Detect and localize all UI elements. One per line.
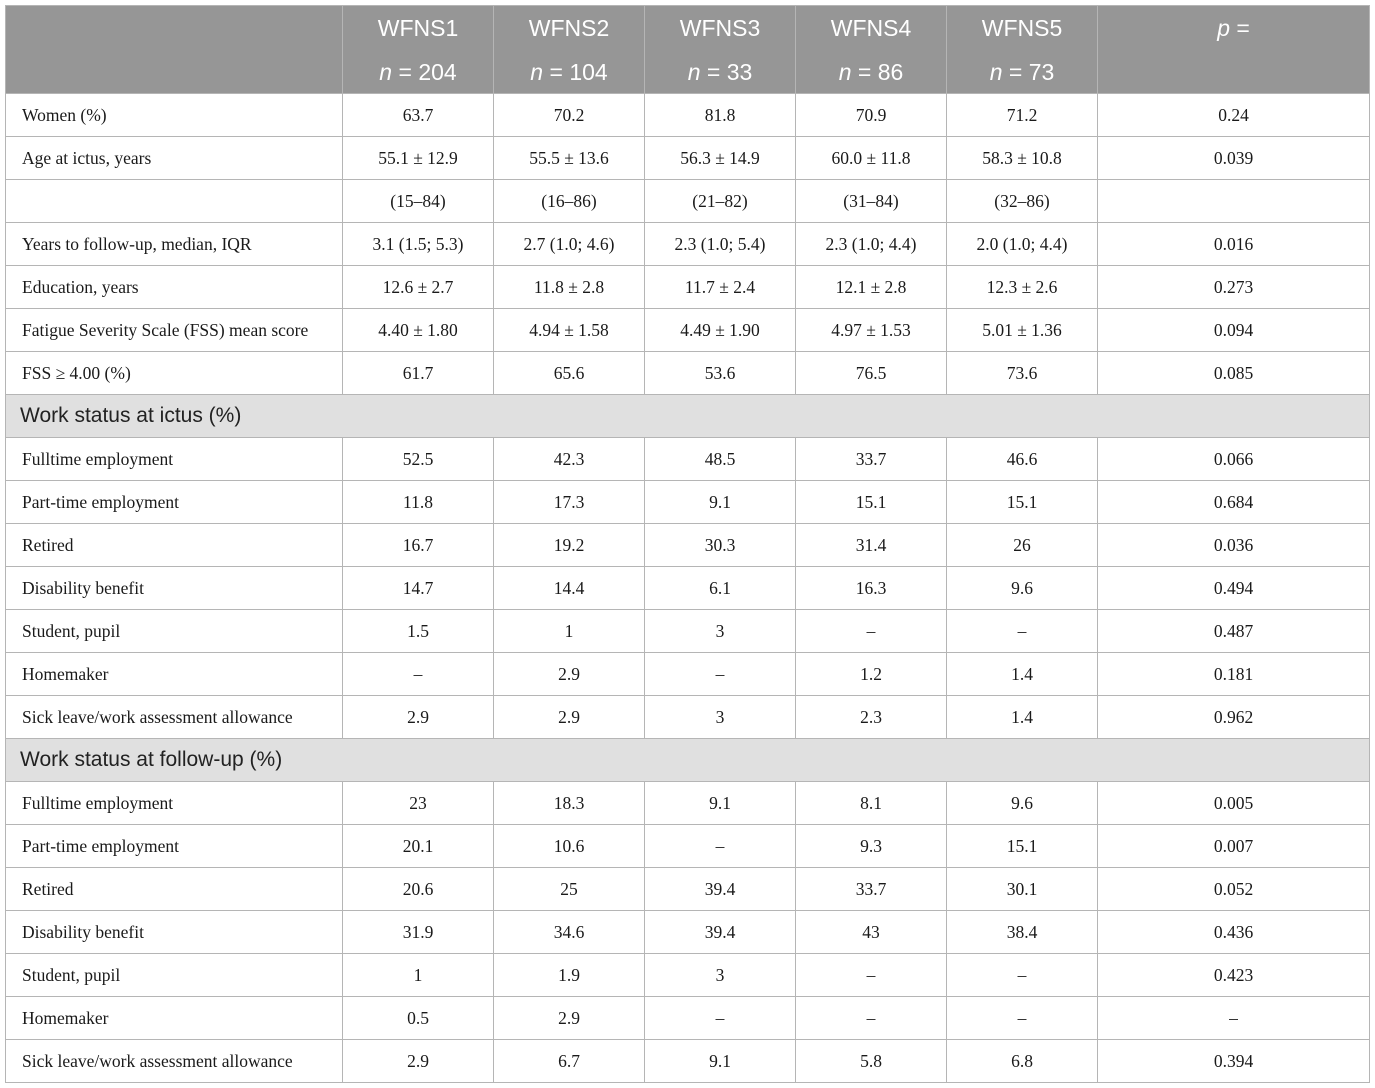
value-cell-wfns1: 20.6 — [343, 868, 494, 911]
p-value-cell — [1098, 180, 1370, 223]
value-cell-wfns4: 9.3 — [796, 825, 947, 868]
header-p-value — [1098, 6, 1370, 52]
table-row — [6, 782, 1370, 825]
header-n-5: n = 73 — [947, 51, 1098, 94]
table-row — [6, 1040, 1370, 1083]
table-row — [6, 266, 1370, 309]
header-group-5: WFNS5 — [947, 6, 1098, 52]
value-cell-wfns4: 8.1 — [796, 782, 947, 825]
value-cell-wfns4: – — [796, 954, 947, 997]
value-cell-wfns5: 12.3 ± 2.6 — [947, 266, 1098, 309]
p-value-cell: 0.273 — [1098, 266, 1370, 309]
value-cell-wfns5: 1.4 — [947, 696, 1098, 739]
p-value-cell: 0.494 — [1098, 567, 1370, 610]
value-cell-wfns2: 2.9 — [494, 696, 645, 739]
value-cell-wfns5: 6.8 — [947, 1040, 1098, 1083]
header-n-3-value: 33 — [726, 58, 753, 85]
p-value-cell: 0.039 — [1098, 137, 1370, 180]
value-cell-wfns3: 30.3 — [645, 524, 796, 567]
row-label: FSS ≥ 4.00 (%) — [6, 352, 343, 395]
row-label: Fulltime employment — [6, 438, 343, 481]
value-cell-wfns1: 14.7 — [343, 567, 494, 610]
table-row — [6, 610, 1370, 653]
table-row — [6, 94, 1370, 137]
table-row — [6, 997, 1370, 1040]
value-cell-wfns1: 1 — [343, 954, 494, 997]
value-cell-wfns5: 9.6 — [947, 567, 1098, 610]
value-cell-wfns3: 2.3 (1.0; 5.4) — [645, 223, 796, 266]
header-group-3: WFNS3 — [645, 6, 796, 52]
row-label: Student, pupil — [6, 610, 343, 653]
header-p-empty — [1098, 51, 1370, 94]
value-cell-wfns5: (32–86) — [947, 180, 1098, 223]
value-cell-wfns5: 38.4 — [947, 911, 1098, 954]
table-row — [6, 868, 1370, 911]
p-value-cell: 0.016 — [1098, 223, 1370, 266]
table-row — [6, 567, 1370, 610]
value-cell-wfns3: 39.4 — [645, 868, 796, 911]
value-cell-wfns5: 73.6 — [947, 352, 1098, 395]
value-cell-wfns2: 17.3 — [494, 481, 645, 524]
value-cell-wfns2: 34.6 — [494, 911, 645, 954]
value-cell-wfns2: 65.6 — [494, 352, 645, 395]
value-cell-wfns1: 61.7 — [343, 352, 494, 395]
value-cell-wfns3: – — [645, 825, 796, 868]
value-cell-wfns3: 9.1 — [645, 481, 796, 524]
row-label: Education, years — [6, 266, 343, 309]
value-cell-wfns2: 14.4 — [494, 567, 645, 610]
data-table — [5, 5, 1370, 1083]
table-row — [6, 911, 1370, 954]
p-value-cell: 0.423 — [1098, 954, 1370, 997]
row-label: Student, pupil — [6, 954, 343, 997]
p-value-cell: 0.085 — [1098, 352, 1370, 395]
value-cell-wfns4: 70.9 — [796, 94, 947, 137]
header-group-2: WFNS2 — [494, 6, 645, 52]
value-cell-wfns4: 33.7 — [796, 438, 947, 481]
row-label: Sick leave/work assessment allowance — [6, 1040, 343, 1083]
row-label: Retired — [6, 868, 343, 911]
row-label: Retired — [6, 524, 343, 567]
value-cell-wfns1: 23 — [343, 782, 494, 825]
value-cell-wfns2: 55.5 ± 13.6 — [494, 137, 645, 180]
value-cell-wfns2: 2.7 (1.0; 4.6) — [494, 223, 645, 266]
header-group-1: WFNS1 — [343, 6, 494, 52]
row-label: Age at ictus, years — [6, 137, 343, 180]
header-stub-lower — [6, 51, 343, 94]
value-cell-wfns1: 20.1 — [343, 825, 494, 868]
value-cell-wfns5: 15.1 — [947, 825, 1098, 868]
value-cell-wfns1: 1.5 — [343, 610, 494, 653]
value-cell-wfns3: 48.5 — [645, 438, 796, 481]
header-p-suffix: = — [1229, 15, 1250, 41]
value-cell-wfns5: 58.3 ± 10.8 — [947, 137, 1098, 180]
value-cell-wfns4: 33.7 — [796, 868, 947, 911]
header-n-2-value: 104 — [569, 58, 608, 85]
value-cell-wfns3: – — [645, 997, 796, 1040]
table-row — [6, 653, 1370, 696]
value-cell-wfns5: 30.1 — [947, 868, 1098, 911]
value-cell-wfns1: (15–84) — [343, 180, 494, 223]
p-value-cell: 0.094 — [1098, 309, 1370, 352]
section-header-row — [6, 739, 1370, 782]
value-cell-wfns4: 5.8 — [796, 1040, 947, 1083]
value-cell-wfns1: 2.9 — [343, 1040, 494, 1083]
row-label: Part-time employment — [6, 825, 343, 868]
value-cell-wfns3: 39.4 — [645, 911, 796, 954]
value-cell-wfns4: 76.5 — [796, 352, 947, 395]
value-cell-wfns4: 12.1 ± 2.8 — [796, 266, 947, 309]
row-label: Part-time employment — [6, 481, 343, 524]
row-label: Homemaker — [6, 653, 343, 696]
value-cell-wfns1: 55.1 ± 12.9 — [343, 137, 494, 180]
header-n-3: n = 33 — [645, 51, 796, 94]
value-cell-wfns5: – — [947, 610, 1098, 653]
header-n-1-value: 204 — [418, 58, 457, 85]
header-row-counts — [6, 51, 1370, 94]
value-cell-wfns2: 1.9 — [494, 954, 645, 997]
value-cell-wfns2: 25 — [494, 868, 645, 911]
value-cell-wfns4: (31–84) — [796, 180, 947, 223]
section-header-label: Work status at follow-up (%) — [6, 739, 1370, 782]
value-cell-wfns2: 6.7 — [494, 1040, 645, 1083]
p-value-cell: 0.066 — [1098, 438, 1370, 481]
row-label: Homemaker — [6, 997, 343, 1040]
value-cell-wfns3: 81.8 — [645, 94, 796, 137]
value-cell-wfns5: – — [947, 954, 1098, 997]
value-cell-wfns2: 2.9 — [494, 997, 645, 1040]
p-value-cell: 0.436 — [1098, 911, 1370, 954]
value-cell-wfns4: 15.1 — [796, 481, 947, 524]
value-cell-wfns1: – — [343, 653, 494, 696]
value-cell-wfns3: – — [645, 653, 796, 696]
value-cell-wfns1: 52.5 — [343, 438, 494, 481]
value-cell-wfns1: 0.5 — [343, 997, 494, 1040]
value-cell-wfns3: 6.1 — [645, 567, 796, 610]
value-cell-wfns3: 9.1 — [645, 1040, 796, 1083]
table-row — [6, 137, 1370, 180]
value-cell-wfns2: 19.2 — [494, 524, 645, 567]
table-body — [6, 94, 1370, 1083]
table-row — [6, 481, 1370, 524]
section-header-row — [6, 395, 1370, 438]
value-cell-wfns2: 4.94 ± 1.58 — [494, 309, 645, 352]
table-header — [6, 6, 1370, 94]
p-value-cell: 0.24 — [1098, 94, 1370, 137]
value-cell-wfns1: 31.9 — [343, 911, 494, 954]
value-cell-wfns3: 3 — [645, 696, 796, 739]
value-cell-wfns1: 11.8 — [343, 481, 494, 524]
header-n-4-value: 86 — [877, 58, 904, 85]
row-label: Years to follow-up, median, IQR — [6, 223, 343, 266]
value-cell-wfns2: 1 — [494, 610, 645, 653]
table-row — [6, 954, 1370, 997]
value-cell-wfns5: 9.6 — [947, 782, 1098, 825]
value-cell-wfns4: 4.97 ± 1.53 — [796, 309, 947, 352]
row-label: Women (%) — [6, 94, 343, 137]
value-cell-wfns3: 3 — [645, 610, 796, 653]
value-cell-wfns1: 3.1 (1.5; 5.3) — [343, 223, 494, 266]
table-row — [6, 825, 1370, 868]
value-cell-wfns4: 31.4 — [796, 524, 947, 567]
row-label: Disability benefit — [6, 911, 343, 954]
value-cell-wfns5: – — [947, 997, 1098, 1040]
value-cell-wfns5: 5.01 ± 1.36 — [947, 309, 1098, 352]
value-cell-wfns5: 71.2 — [947, 94, 1098, 137]
value-cell-wfns2: 18.3 — [494, 782, 645, 825]
value-cell-wfns1: 63.7 — [343, 94, 494, 137]
row-label: Fulltime employment — [6, 782, 343, 825]
row-label: Fatigue Severity Scale (FSS) mean score — [6, 309, 343, 352]
value-cell-wfns3: (21–82) — [645, 180, 796, 223]
value-cell-wfns4: 60.0 ± 11.8 — [796, 137, 947, 180]
p-value-cell: – — [1098, 997, 1370, 1040]
row-label: Disability benefit — [6, 567, 343, 610]
header-p-italic: p — [1217, 15, 1230, 41]
value-cell-wfns4: 43 — [796, 911, 947, 954]
value-cell-wfns5: 15.1 — [947, 481, 1098, 524]
p-value-cell: 0.036 — [1098, 524, 1370, 567]
value-cell-wfns3: 11.7 ± 2.4 — [645, 266, 796, 309]
value-cell-wfns3: 3 — [645, 954, 796, 997]
p-value-cell: 0.487 — [1098, 610, 1370, 653]
value-cell-wfns4: – — [796, 610, 947, 653]
table-row — [6, 524, 1370, 567]
p-value-cell: 0.394 — [1098, 1040, 1370, 1083]
value-cell-wfns5: 1.4 — [947, 653, 1098, 696]
header-group-4: WFNS4 — [796, 6, 947, 52]
table-row — [6, 309, 1370, 352]
p-value-cell: 0.005 — [1098, 782, 1370, 825]
value-cell-wfns2: (16–86) — [494, 180, 645, 223]
section-header-label: Work status at ictus (%) — [6, 395, 1370, 438]
p-value-cell: 0.052 — [1098, 868, 1370, 911]
value-cell-wfns4: 2.3 — [796, 696, 947, 739]
header-n-5-value: 73 — [1028, 58, 1055, 85]
value-cell-wfns2: 10.6 — [494, 825, 645, 868]
value-cell-wfns2: 11.8 ± 2.8 — [494, 266, 645, 309]
value-cell-wfns3: 9.1 — [645, 782, 796, 825]
value-cell-wfns3: 53.6 — [645, 352, 796, 395]
value-cell-wfns4: 16.3 — [796, 567, 947, 610]
row-label: Sick leave/work assessment allowance — [6, 696, 343, 739]
value-cell-wfns5: 46.6 — [947, 438, 1098, 481]
value-cell-wfns4: 1.2 — [796, 653, 947, 696]
header-n-1: n = 204 — [343, 51, 494, 94]
value-cell-wfns2: 2.9 — [494, 653, 645, 696]
header-stub — [6, 6, 343, 52]
p-value-cell: 0.007 — [1098, 825, 1370, 868]
row-label — [6, 180, 343, 223]
header-n-4: n = 86 — [796, 51, 947, 94]
table-row — [6, 438, 1370, 481]
value-cell-wfns4: – — [796, 997, 947, 1040]
value-cell-wfns5: 26 — [947, 524, 1098, 567]
header-n-2: n = 104 — [494, 51, 645, 94]
value-cell-wfns3: 56.3 ± 14.9 — [645, 137, 796, 180]
header-row-groups — [6, 6, 1370, 52]
table-row — [6, 180, 1370, 223]
table-row — [6, 696, 1370, 739]
value-cell-wfns1: 4.40 ± 1.80 — [343, 309, 494, 352]
table-row — [6, 223, 1370, 266]
value-cell-wfns1: 12.6 ± 2.7 — [343, 266, 494, 309]
value-cell-wfns3: 4.49 ± 1.90 — [645, 309, 796, 352]
value-cell-wfns5: 2.0 (1.0; 4.4) — [947, 223, 1098, 266]
value-cell-wfns4: 2.3 (1.0; 4.4) — [796, 223, 947, 266]
p-value-cell: 0.962 — [1098, 696, 1370, 739]
value-cell-wfns1: 16.7 — [343, 524, 494, 567]
value-cell-wfns1: 2.9 — [343, 696, 494, 739]
p-value-cell: 0.181 — [1098, 653, 1370, 696]
value-cell-wfns2: 42.3 — [494, 438, 645, 481]
p-value-cell: 0.684 — [1098, 481, 1370, 524]
value-cell-wfns2: 70.2 — [494, 94, 645, 137]
table-row — [6, 352, 1370, 395]
